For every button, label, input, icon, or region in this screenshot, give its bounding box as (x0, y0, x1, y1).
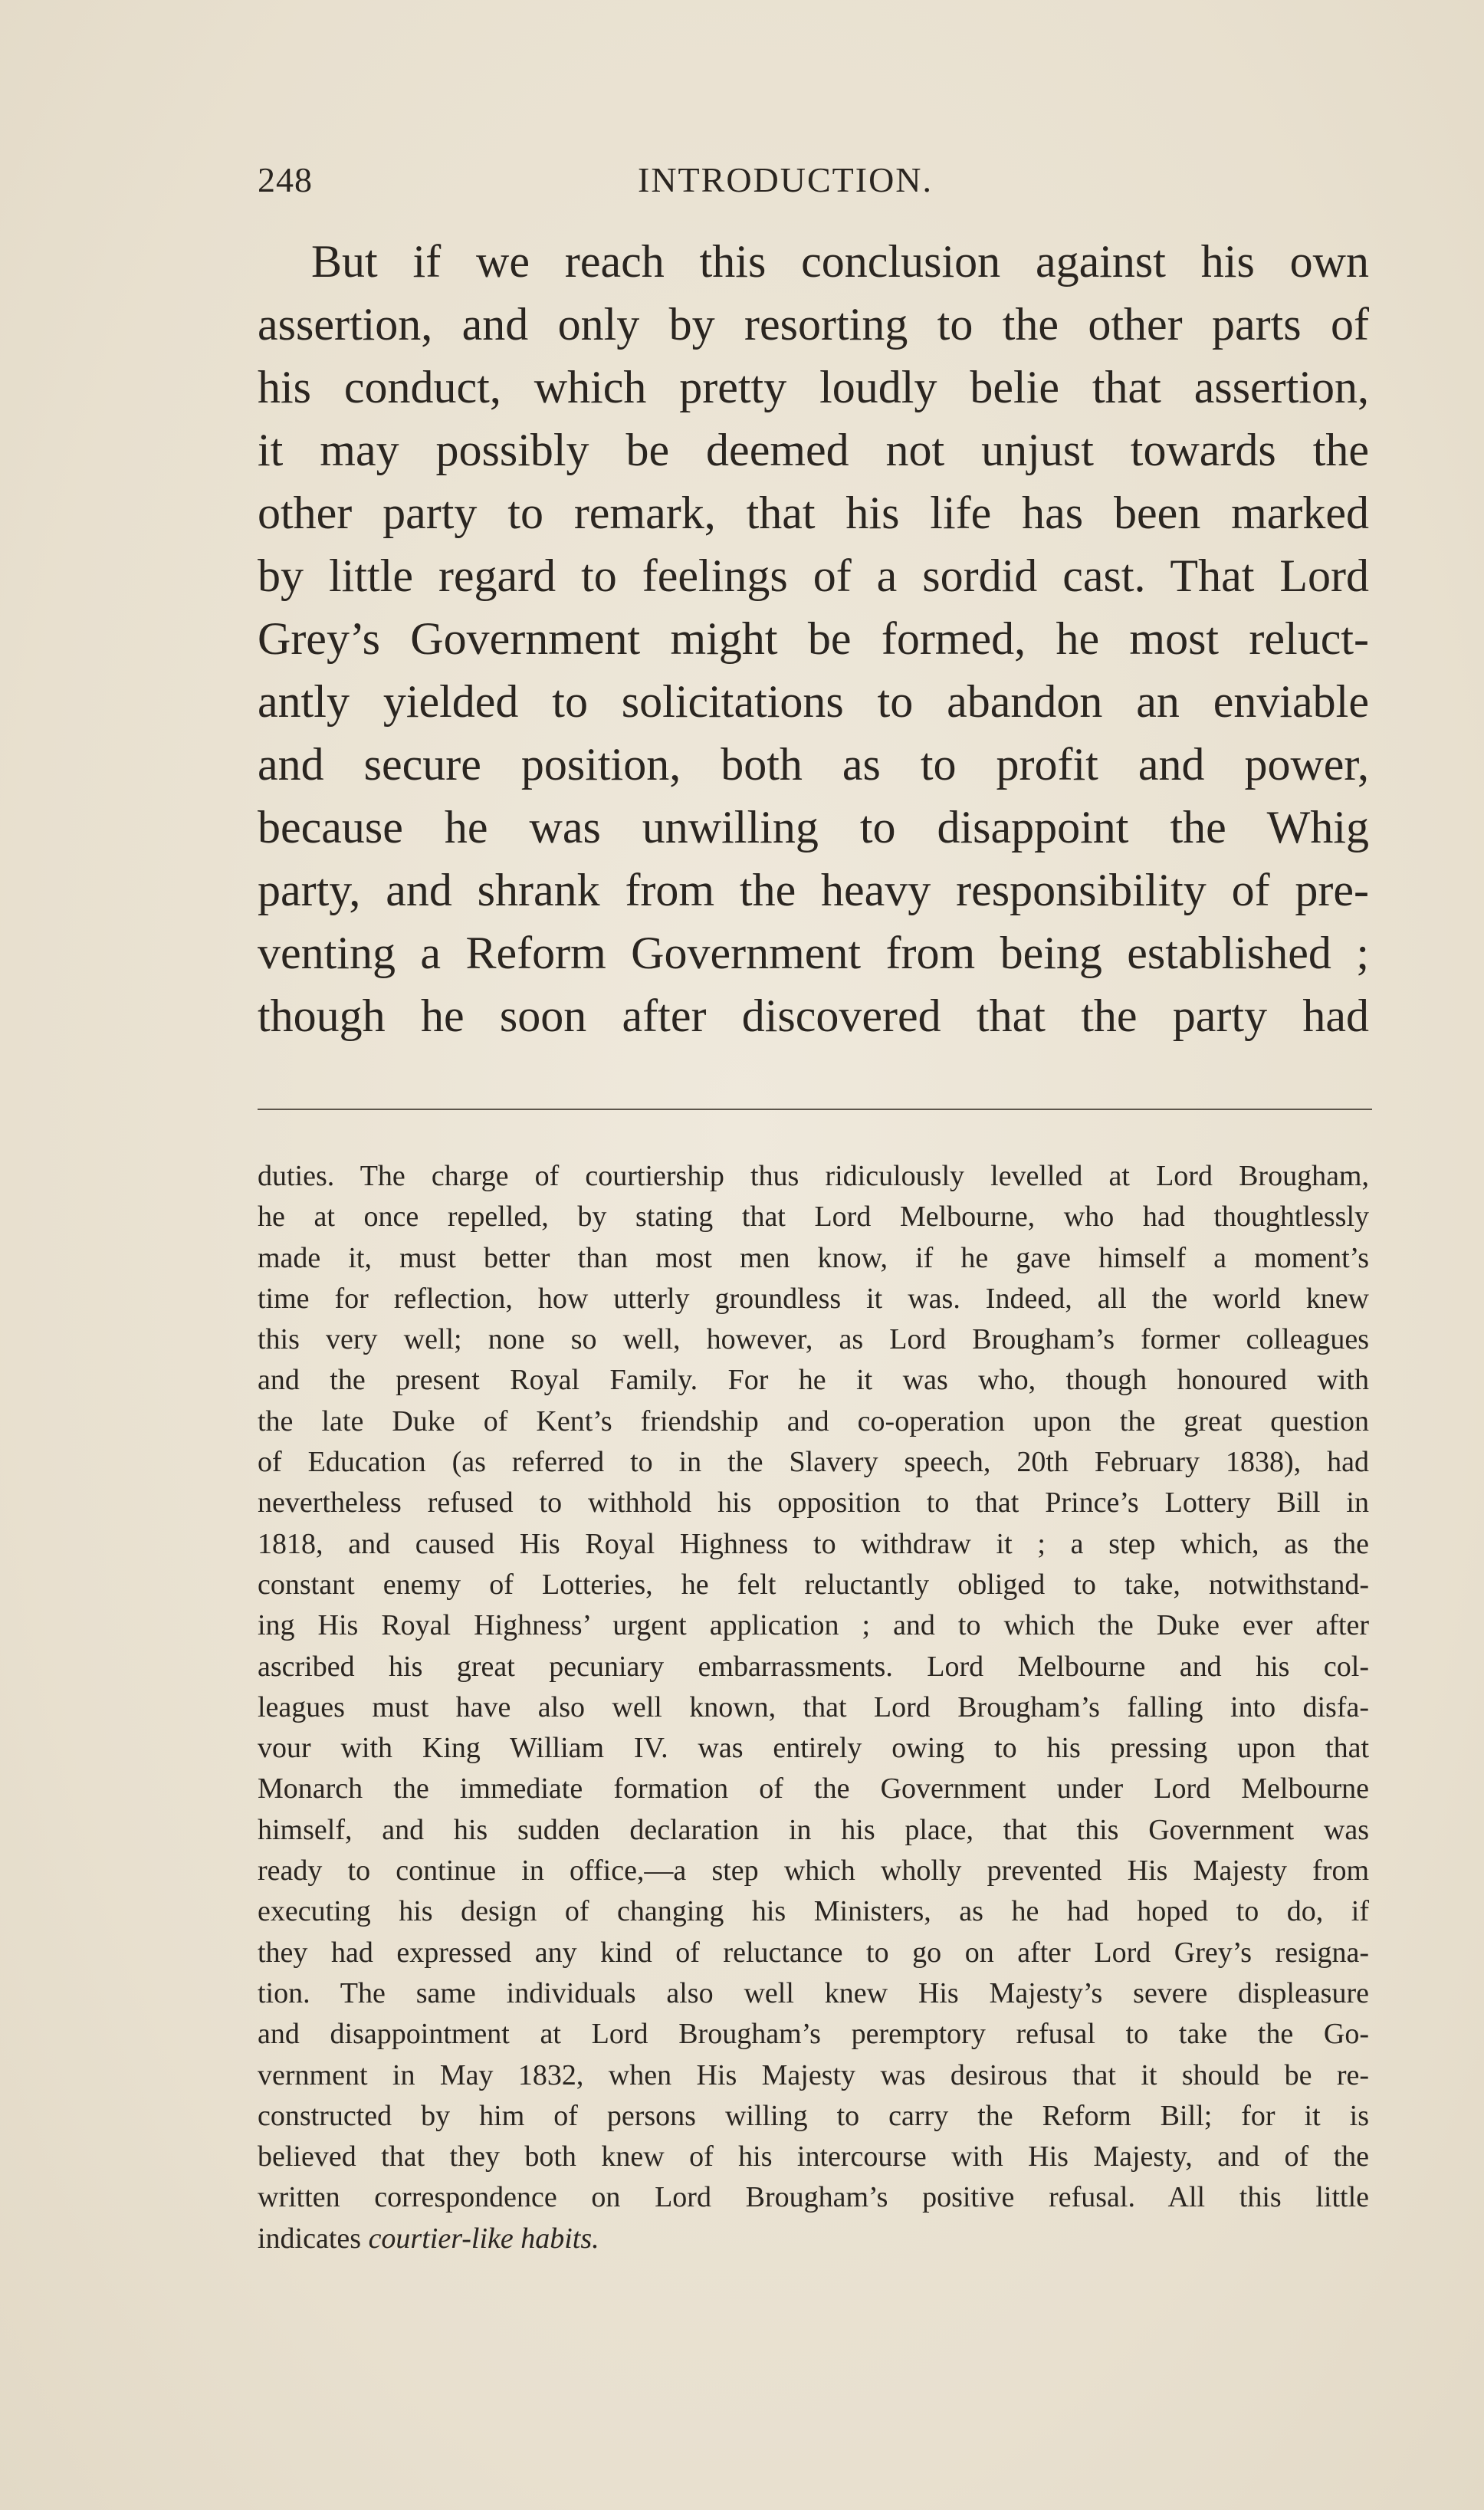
page-header (258, 159, 1369, 213)
footnote-line: vernment in May 1832, when His Majesty was desirous that it should be re- (258, 2058, 1369, 2091)
main-text-line: and secure position, both as to profit and power, (258, 739, 1369, 790)
footnote-line: constant enemy of Lotteries, he felt reluctantly obliged to take, notwithstand- (258, 1568, 1369, 1601)
footnote-line: they had expressed any kind of reluctance to go on after Lord Grey’s resigna- (258, 1936, 1369, 1969)
footnote (258, 1156, 1369, 2259)
footnote-line: tion. The same individuals also well knew His Majesty’s severe displeasure (258, 1976, 1369, 2009)
footnote-line: written correspondence on Lord Brougham’s positive refusal. All this little (258, 2181, 1369, 2214)
footnote-italic-phrase: courtier-like habits. (368, 2222, 599, 2255)
footnote-line: vour with King William IV. was entirely owing to his pressing upon that (258, 1732, 1369, 1765)
footnote-line: executing his design of changing his Ministers, as he had hoped to do, if (258, 1895, 1369, 1928)
footnote-line: made it, must better than most men know, if he gave himself a moment’s (258, 1241, 1369, 1274)
footnote-line: ascribed his great pecuniary embarrassments. Lord Melbourne and his col- (258, 1650, 1369, 1683)
footnote-line: Monarch the immediate formation of the Government under Lord Melbourne (258, 1772, 1369, 1805)
footnote-line: nevertheless refused to withhold his opposition to that Prince’s Lottery Bill in (258, 1487, 1369, 1519)
footnote-line: duties. The charge of courtiership thus ridiculously levelled at Lord Brougham, (258, 1160, 1369, 1192)
footnote-line: leagues must have also well known, that Lord Brougham’s falling into disfa- (258, 1690, 1369, 1723)
footnote-line: of Education (as referred to in the Slavery speech, 20th February 1838), had (258, 1446, 1369, 1479)
main-text (258, 230, 1369, 1047)
running-head: INTRODUCTION. (638, 160, 934, 199)
main-text-line: venting a Reform Government from being established ; (258, 928, 1369, 978)
main-text-line: Grey’s Government might be formed, he most reluct- (258, 613, 1369, 664)
footnote-last-line-text: indicates (258, 2222, 369, 2255)
main-text-line: because he was unwilling to disappoint the Whig (258, 802, 1369, 853)
footnote-line: 1818, and caused His Royal Highness to withdraw it ; a step which, as the (258, 1527, 1369, 1560)
main-text-line: party, and shrank from the heavy responsibility of pre- (258, 865, 1369, 915)
footnote-line: constructed by him of persons willing to carry the Reform Bill; for it is (258, 2099, 1369, 2132)
main-text-line: by little regard to feelings of a sordid cast. That Lord (258, 550, 1369, 601)
main-text-line: assertion, and only by resorting to the other parts of (258, 299, 1369, 350)
footnote-line: believed that they both knew of his intercourse with His Majesty, and of the (258, 2140, 1369, 2173)
main-text-line: antly yielded to solicitations to abandon an enviable (258, 676, 1369, 727)
footnote-line: ready to continue in office,—a step which wholly prevented His Majesty from (258, 1855, 1369, 1887)
main-text-line: his conduct, which pretty loudly belie that assertion, (258, 362, 1369, 412)
footnote-line: and disappointment at Lord Brougham’s peremptory refusal to take the Go- (258, 2018, 1369, 2051)
footnote-line: he at once repelled, by stating that Lord Melbourne, who had thoughtlessly (258, 1201, 1369, 1234)
main-text-line: other party to remark, that his life has been marked (258, 488, 1369, 538)
footnote-line: time for reflection, how utterly groundless it was. Indeed, all the world knew (258, 1282, 1369, 1315)
main-text-line: it may possibly be deemed not unjust towards the (258, 425, 1369, 475)
page-number: 248 (258, 160, 313, 199)
footnote-last-line (258, 2219, 1369, 2259)
footnote-line: himself, and his sudden declaration in his place, that this Government was (258, 1813, 1369, 1846)
main-text-line: But if we reach this conclusion against his own (311, 236, 1369, 287)
footnote-line: and the present Royal Family. For he it was who, though honoured with (258, 1364, 1369, 1397)
footnote-line: the late Duke of Kent’s friendship and co-operation upon the great question (258, 1404, 1369, 1437)
footnote-line: this very well; none so well, however, as Lord Brougham’s former colleagues (258, 1323, 1369, 1356)
footnote-divider (258, 1109, 1372, 1110)
footnote-line: ing His Royal Highness’ urgent application ; and to which the Duke ever after (258, 1609, 1369, 1642)
main-text-line: though he soon after discovered that the party had (258, 991, 1369, 1041)
